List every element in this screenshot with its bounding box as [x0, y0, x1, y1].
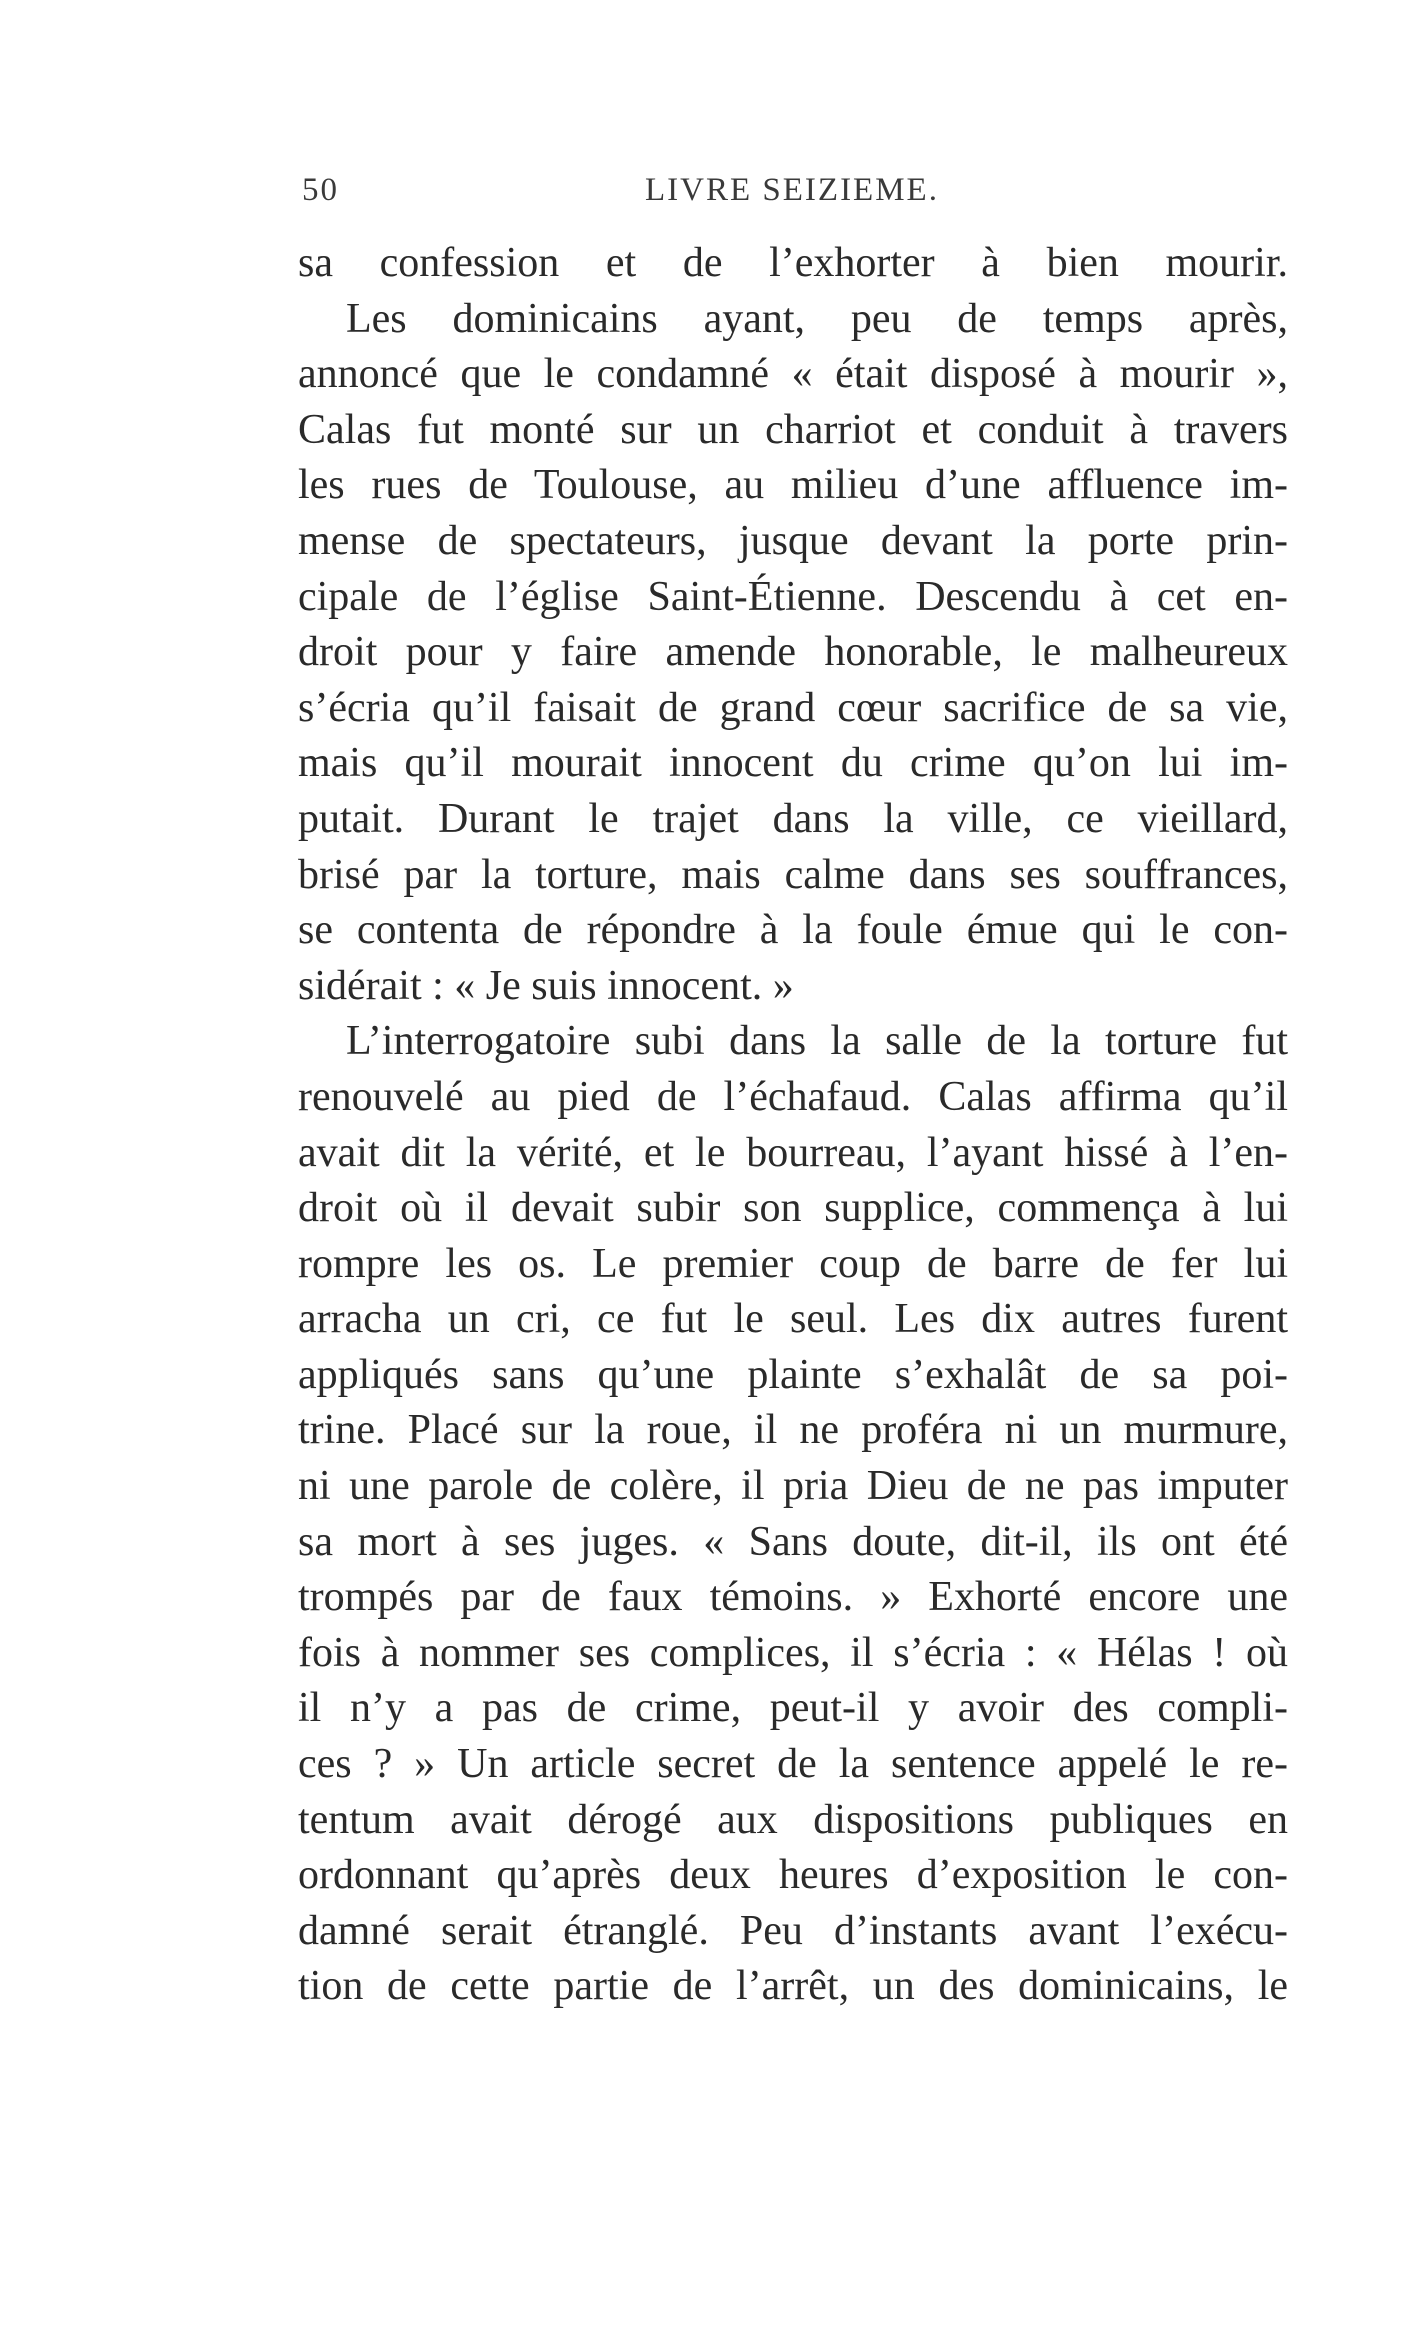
text-line: Calas fut monté sur un charriot et conduit à travers: [298, 406, 1288, 453]
body-text: [298, 236, 1288, 2015]
page-number: 50: [302, 172, 339, 208]
text-line: arracha un cri, ce fut le seul. Les dix autres furent: [298, 1296, 1288, 1343]
text-line: trompés par de faux témoins. » Exhorté encore une: [298, 1574, 1288, 1621]
text-line: Les dominicains ayant, peu de temps après,: [346, 295, 1288, 342]
text-line: rompre les os. Le premier coup de barre de fer lui: [298, 1240, 1288, 1287]
text-line: trine. Placé sur la roue, il ne proféra ni un murmure,: [298, 1407, 1288, 1454]
text-line: droit où il devait subir son supplice, commença à lui: [298, 1185, 1288, 1232]
text-line: il n’y a pas de crime, peut-il y avoir des compli-: [298, 1685, 1288, 1732]
text-line: tentum avait dérogé aux dispositions publiques en: [298, 1796, 1288, 1843]
text-line: mense de spectateurs, jusque devant la porte prin-: [298, 517, 1288, 564]
running-head: [302, 172, 1282, 212]
text-line: L’interrogatoire subi dans la salle de la torture fut: [346, 1018, 1288, 1065]
text-line: ni une parole de colère, il pria Dieu de ne pas imputer: [298, 1463, 1288, 1510]
text-line: ces ? » Un article secret de la sentence appelé le re-: [298, 1741, 1288, 1788]
text-line: damné serait étranglé. Peu d’instants avant l’exécu-: [298, 1907, 1288, 1954]
text-line: sa mort à ses juges. « Sans doute, dit-il, ils ont été: [298, 1518, 1288, 1565]
text-line: se contenta de répondre à la foule émue qui le con-: [298, 907, 1288, 954]
text-line: tion de cette partie de l’arrêt, un des dominicains, le: [298, 1963, 1288, 2010]
text-line: les rues de Toulouse, au milieu d’une affluence im-: [298, 462, 1288, 509]
text-line: sa confession et de l’exhorter à bien mourir.: [298, 240, 1288, 286]
text-line: ordonnant qu’après deux heures d’exposition le con-: [298, 1852, 1288, 1899]
text-line: avait dit la vérité, et le bourreau, l’ayant hissé à l’en-: [298, 1129, 1288, 1176]
text-line: droit pour y faire amende honorable, le malheureux: [298, 629, 1288, 676]
running-title: LIVRE SEIZIEME.: [645, 172, 939, 208]
text-line: appliqués sans qu’une plainte s’exhalât de sa poi-: [298, 1351, 1288, 1398]
text-line: brisé par la torture, mais calme dans ses souffrances,: [298, 851, 1288, 898]
text-line: fois à nommer ses complices, il s’écria : « Hélas ! où: [298, 1629, 1288, 1676]
text-line: putait. Durant le trajet dans la ville, ce vieillard,: [298, 795, 1288, 842]
text-line: cipale de l’église Saint-Étienne. Descendu à cet en-: [298, 573, 1288, 620]
text-line: sidérait : « Je suis innocent. »: [298, 962, 794, 1009]
text-line: annoncé que le condamné « était disposé à mourir »,: [298, 351, 1288, 398]
text-line: renouvelé au pied de l’échafaud. Calas affirma qu’il: [298, 1073, 1288, 1120]
text-line: mais qu’il mourait innocent du crime qu’on lui im-: [298, 740, 1288, 787]
text-line: s’écria qu’il faisait de grand cœur sacrifice de sa vie,: [298, 684, 1288, 731]
